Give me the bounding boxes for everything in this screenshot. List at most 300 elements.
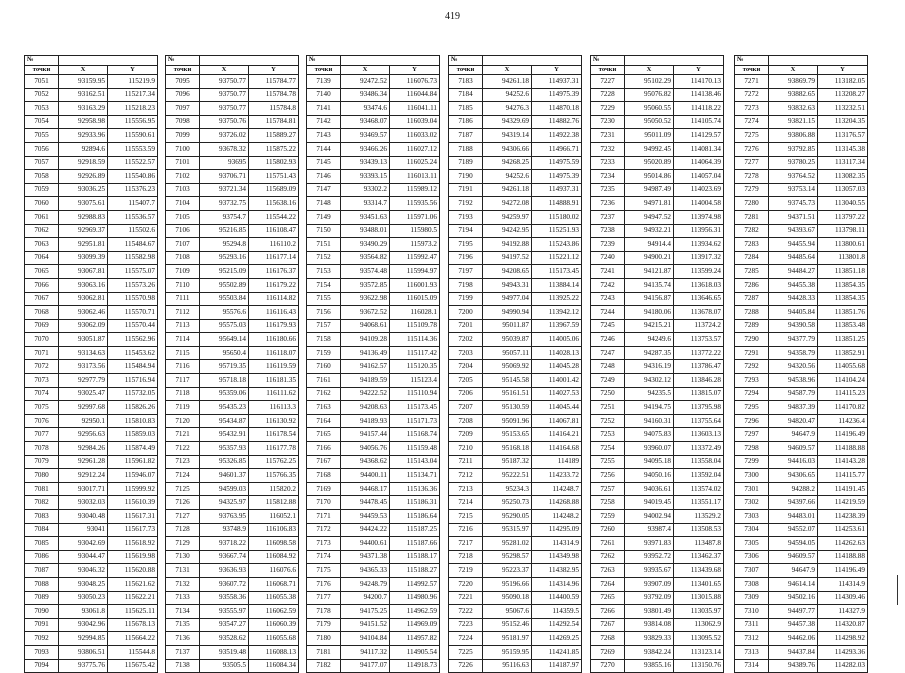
y-coordinate: 113967.59 — [532, 319, 582, 333]
y-coordinate: 115582.98 — [108, 251, 158, 265]
y-coordinate: 115678.13 — [108, 618, 158, 632]
point-number: 7089 — [25, 591, 59, 605]
point-number: 7059 — [25, 183, 59, 197]
point-number: 7173 — [307, 537, 341, 551]
header-x: X — [625, 66, 674, 75]
table-row — [449, 156, 582, 170]
point-number: 7186 — [449, 115, 483, 129]
point-number: 7100 — [166, 142, 200, 156]
table-row — [449, 442, 582, 456]
x-coordinate: 93754.7 — [200, 210, 249, 224]
table-row — [25, 469, 158, 483]
point-number: 7055 — [25, 129, 59, 143]
x-coordinate: 93505.5 — [200, 659, 249, 673]
x-coordinate: 94329.69 — [483, 115, 532, 129]
y-coordinate: 114253.61 — [818, 523, 868, 537]
table-row — [591, 510, 724, 524]
x-coordinate: 93745.73 — [769, 197, 818, 211]
point-number: 7201 — [449, 319, 483, 333]
x-coordinate: 94242.95 — [483, 224, 532, 238]
point-number: 7175 — [307, 564, 341, 578]
point-number: 7241 — [591, 265, 625, 279]
point-number: 7215 — [449, 510, 483, 524]
table-row — [307, 197, 440, 211]
table-row — [591, 306, 724, 320]
table-row — [449, 577, 582, 591]
x-coordinate: 93046.32 — [59, 564, 108, 578]
header-number-sign: № — [25, 56, 59, 66]
point-number: 7194 — [449, 224, 483, 238]
y-coordinate: 114309.46 — [818, 591, 868, 605]
y-coordinate: 114292.54 — [532, 618, 582, 632]
x-coordinate: 92977.79 — [59, 374, 108, 388]
y-coordinate: 113846.28 — [674, 374, 724, 388]
table-row — [449, 306, 582, 320]
table-row — [307, 645, 440, 659]
table-row — [735, 550, 868, 564]
y-coordinate: 116118.07 — [249, 346, 299, 360]
point-number: 7142 — [307, 115, 341, 129]
table-row — [449, 550, 582, 564]
x-coordinate: 93439.13 — [341, 156, 390, 170]
table-row — [735, 292, 868, 306]
y-coordinate: 113182.05 — [818, 75, 868, 89]
table-row — [449, 374, 582, 388]
x-coordinate: 92918.59 — [59, 156, 108, 170]
point-number: 7214 — [449, 496, 483, 510]
x-coordinate: 93048.25 — [59, 577, 108, 591]
x-coordinate: 94002.94 — [625, 510, 674, 524]
y-coordinate: 116178.54 — [249, 428, 299, 442]
table-row — [449, 265, 582, 279]
point-number: 7113 — [166, 319, 200, 333]
x-coordinate: 93882.65 — [769, 88, 818, 102]
x-coordinate: 93134.63 — [59, 346, 108, 360]
table-row — [591, 550, 724, 564]
y-coordinate: 113117.34 — [818, 156, 868, 170]
point-number: 7205 — [449, 374, 483, 388]
point-number: 7084 — [25, 523, 59, 537]
y-coordinate: 114115.23 — [818, 387, 868, 401]
point-number: 7216 — [449, 523, 483, 537]
table-row — [166, 645, 299, 659]
table-row — [166, 428, 299, 442]
point-number: 7082 — [25, 496, 59, 510]
x-coordinate: 94914.4 — [625, 238, 674, 252]
y-coordinate: 116088.13 — [249, 645, 299, 659]
table-row — [25, 387, 158, 401]
point-number: 7145 — [307, 156, 341, 170]
x-coordinate: 93032.03 — [59, 496, 108, 510]
point-number: 7187 — [449, 129, 483, 143]
x-coordinate: 93451.63 — [341, 210, 390, 224]
y-coordinate: 113057.03 — [818, 183, 868, 197]
x-coordinate: 94151.52 — [341, 618, 390, 632]
x-coordinate: 93869.79 — [769, 75, 818, 89]
x-coordinate: 94900.21 — [625, 251, 674, 265]
table-row — [591, 129, 724, 143]
point-number: 7265 — [591, 591, 625, 605]
y-coordinate: 115180.02 — [532, 210, 582, 224]
point-number: 7086 — [25, 550, 59, 564]
x-coordinate: 94990.94 — [483, 306, 532, 320]
point-number: 7098 — [166, 115, 200, 129]
y-coordinate: 114975.59 — [532, 156, 582, 170]
y-coordinate: 116068.71 — [249, 577, 299, 591]
x-coordinate: 94208.63 — [341, 401, 390, 415]
x-coordinate: 94180.06 — [625, 306, 674, 320]
header-blank — [59, 56, 158, 66]
y-coordinate: 114314.9 — [532, 537, 582, 551]
x-coordinate: 94609.57 — [769, 550, 818, 564]
point-number: 7125 — [166, 482, 200, 496]
x-coordinate: 93750.77 — [200, 102, 249, 116]
y-coordinate: 113082.35 — [818, 170, 868, 184]
table-row — [591, 278, 724, 292]
table-row — [449, 401, 582, 415]
x-coordinate: 95298.57 — [483, 550, 532, 564]
y-coordinate: 113795.98 — [674, 401, 724, 415]
x-coordinate: 93159.95 — [59, 75, 108, 89]
table-row — [591, 401, 724, 415]
x-coordinate: 92950.1 — [59, 414, 108, 428]
y-coordinate: 114115.77 — [818, 469, 868, 483]
point-number: 7066 — [25, 278, 59, 292]
point-number: 7272 — [735, 88, 769, 102]
x-coordinate: 95223.37 — [483, 564, 532, 578]
y-coordinate: 115187.66 — [390, 537, 440, 551]
table-row — [449, 129, 582, 143]
point-number: 7255 — [591, 455, 625, 469]
point-number: 7060 — [25, 197, 59, 211]
x-coordinate: 95435.23 — [200, 401, 249, 415]
y-coordinate: 115617.31 — [108, 510, 158, 524]
x-coordinate: 94393.67 — [769, 224, 818, 238]
y-coordinate: 115989.12 — [390, 183, 440, 197]
y-coordinate: 116055.38 — [249, 591, 299, 605]
table-row — [166, 510, 299, 524]
header-point: точки — [449, 66, 483, 75]
point-number: 7074 — [25, 387, 59, 401]
x-coordinate: 93314.7 — [341, 197, 390, 211]
point-number: 7072 — [25, 360, 59, 374]
point-number: 7158 — [307, 333, 341, 347]
y-coordinate: 115544.22 — [249, 210, 299, 224]
point-number: 7164 — [307, 414, 341, 428]
x-coordinate: 94261.18 — [483, 183, 532, 197]
y-coordinate: 113800.61 — [818, 238, 868, 252]
x-coordinate: 94943.31 — [483, 278, 532, 292]
x-coordinate: 93792.09 — [625, 591, 674, 605]
y-coordinate: 116039.04 — [390, 115, 440, 129]
x-coordinate: 95011.09 — [625, 129, 674, 143]
point-number: 7061 — [25, 210, 59, 224]
point-number: 7279 — [735, 183, 769, 197]
point-number: 7172 — [307, 523, 341, 537]
point-number: 7065 — [25, 265, 59, 279]
table-row — [166, 102, 299, 116]
table-row — [166, 306, 299, 320]
y-coordinate: 115188.27 — [390, 564, 440, 578]
x-coordinate: 94483.01 — [769, 510, 818, 524]
point-number: 7108 — [166, 251, 200, 265]
x-coordinate: 93474.6 — [341, 102, 390, 116]
table-row — [735, 387, 868, 401]
y-coordinate: 113150.76 — [674, 659, 724, 673]
point-number: 7167 — [307, 455, 341, 469]
y-coordinate: 113592.04 — [674, 469, 724, 483]
y-coordinate: 113724.2 — [674, 319, 724, 333]
point-number: 7182 — [307, 659, 341, 673]
y-coordinate: 114937.31 — [532, 75, 582, 89]
y-coordinate: 115217.34 — [108, 88, 158, 102]
x-coordinate: 93750.77 — [200, 75, 249, 89]
x-coordinate: 94552.07 — [769, 523, 818, 537]
table-row — [25, 197, 158, 211]
table-row — [735, 306, 868, 320]
point-number: 7156 — [307, 306, 341, 320]
y-coordinate: 114359.5 — [532, 605, 582, 619]
y-coordinate: 114164.21 — [532, 428, 582, 442]
point-number: 7139 — [307, 75, 341, 89]
y-coordinate: 113603.13 — [674, 428, 724, 442]
y-coordinate: 115573.26 — [108, 278, 158, 292]
point-number: 7114 — [166, 333, 200, 347]
table-row — [591, 414, 724, 428]
table-row — [735, 115, 868, 129]
point-number: 7269 — [591, 645, 625, 659]
y-coordinate: 114269.25 — [532, 632, 582, 646]
x-coordinate: 95290.05 — [483, 510, 532, 524]
y-coordinate: 115570.98 — [108, 292, 158, 306]
x-coordinate: 95576.6 — [200, 306, 249, 320]
table-row — [307, 523, 440, 537]
x-coordinate: 94400.61 — [341, 537, 390, 551]
x-coordinate: 93490.29 — [341, 238, 390, 252]
table-row — [166, 659, 299, 673]
point-number: 7077 — [25, 428, 59, 442]
y-coordinate: 115802.93 — [249, 156, 299, 170]
y-coordinate: 115622.21 — [108, 591, 158, 605]
point-number: 7223 — [449, 618, 483, 632]
x-coordinate: 94365.33 — [341, 564, 390, 578]
table-row — [166, 115, 299, 129]
point-number: 7286 — [735, 278, 769, 292]
x-coordinate: 95168.18 — [483, 442, 532, 456]
x-coordinate: 95294.8 — [200, 238, 249, 252]
point-number: 7247 — [591, 346, 625, 360]
y-coordinate: 114045.44 — [532, 401, 582, 415]
x-coordinate: 94050.16 — [625, 469, 674, 483]
y-coordinate: 113884.14 — [532, 278, 582, 292]
y-coordinate: 114957.82 — [390, 632, 440, 646]
x-coordinate: 94424.22 — [341, 523, 390, 537]
table-row — [25, 374, 158, 388]
y-coordinate: 114922.38 — [532, 129, 582, 143]
table-row — [591, 75, 724, 89]
y-coordinate: 114170.13 — [674, 75, 724, 89]
x-coordinate: 95152.46 — [483, 618, 532, 632]
y-coordinate: 115453.62 — [108, 346, 158, 360]
point-number: 7144 — [307, 142, 341, 156]
table-row — [591, 346, 724, 360]
point-number: 7285 — [735, 265, 769, 279]
point-number: 7135 — [166, 618, 200, 632]
x-coordinate: 93607.72 — [200, 577, 249, 591]
y-coordinate: 113851.18 — [818, 265, 868, 279]
x-coordinate: 92912.24 — [59, 469, 108, 483]
point-number: 7057 — [25, 156, 59, 170]
y-coordinate: 115218.23 — [108, 102, 158, 116]
y-coordinate: 114004.58 — [674, 197, 724, 211]
x-coordinate: 95020.89 — [625, 156, 674, 170]
x-coordinate: 94200.7 — [341, 591, 390, 605]
table-row — [591, 265, 724, 279]
y-coordinate: 115544.8 — [108, 645, 158, 659]
y-coordinate: 114241.85 — [532, 645, 582, 659]
point-number: 7238 — [591, 224, 625, 238]
table-row — [166, 537, 299, 551]
y-coordinate: 115376.23 — [108, 183, 158, 197]
table-row — [166, 292, 299, 306]
table-row — [449, 414, 582, 428]
x-coordinate: 94485.64 — [769, 251, 818, 265]
x-coordinate: 93971.83 — [625, 537, 674, 551]
x-coordinate: 92969.37 — [59, 224, 108, 238]
x-coordinate: 93622.98 — [341, 292, 390, 306]
x-coordinate: 93099.39 — [59, 251, 108, 265]
x-coordinate: 93952.72 — [625, 550, 674, 564]
point-number: 7306 — [735, 550, 769, 564]
point-number: 7300 — [735, 469, 769, 483]
x-coordinate: 94276.3 — [483, 102, 532, 116]
point-number: 7264 — [591, 577, 625, 591]
point-number: 7179 — [307, 618, 341, 632]
y-coordinate: 115689.09 — [249, 183, 299, 197]
table-row — [307, 428, 440, 442]
table-row — [307, 333, 440, 347]
y-coordinate: 113753.57 — [674, 333, 724, 347]
point-number: 7176 — [307, 577, 341, 591]
table-row — [591, 251, 724, 265]
point-number: 7099 — [166, 129, 200, 143]
x-coordinate: 94189.59 — [341, 374, 390, 388]
table-row — [166, 129, 299, 143]
x-coordinate: 95502.89 — [200, 278, 249, 292]
x-coordinate: 94135.74 — [625, 278, 674, 292]
table-row — [166, 238, 299, 252]
y-coordinate: 114298.92 — [818, 632, 868, 646]
table-row — [25, 659, 158, 673]
y-coordinate: 115243.86 — [532, 238, 582, 252]
table-row — [166, 414, 299, 428]
y-coordinate: 113062.9 — [674, 618, 724, 632]
header-x: X — [769, 66, 818, 75]
x-coordinate: 94249.6 — [625, 333, 674, 347]
point-number: 7310 — [735, 605, 769, 619]
y-coordinate: 115619.98 — [108, 550, 158, 564]
x-coordinate: 94268.25 — [483, 156, 532, 170]
table-row — [166, 170, 299, 184]
y-coordinate: 114962.59 — [390, 605, 440, 619]
y-coordinate: 113551.17 — [674, 496, 724, 510]
header-y: Y — [674, 66, 724, 75]
x-coordinate: 93302.2 — [341, 183, 390, 197]
table-row — [735, 238, 868, 252]
x-coordinate: 95130.59 — [483, 401, 532, 415]
table-row — [449, 224, 582, 238]
y-coordinate: 114975.39 — [532, 170, 582, 184]
header-x: X — [341, 66, 390, 75]
header-number-sign: № — [166, 56, 200, 66]
point-number: 7293 — [735, 374, 769, 388]
table-row — [735, 414, 868, 428]
x-coordinate: 93041 — [59, 523, 108, 537]
table-row — [591, 577, 724, 591]
point-number: 7233 — [591, 156, 625, 170]
y-coordinate: 115826.26 — [108, 401, 158, 415]
y-coordinate: 116179.22 — [249, 278, 299, 292]
y-coordinate: 115716.94 — [108, 374, 158, 388]
table-row — [449, 618, 582, 632]
y-coordinate: 114320.87 — [818, 618, 868, 632]
point-number: 7119 — [166, 401, 200, 415]
y-coordinate: 114057.04 — [674, 170, 724, 184]
y-coordinate: 113232.51 — [818, 102, 868, 116]
y-coordinate: 113462.37 — [674, 550, 724, 564]
table-row — [25, 605, 158, 619]
table-row — [591, 523, 724, 537]
point-number: 7249 — [591, 374, 625, 388]
table-row — [591, 374, 724, 388]
table-row — [449, 645, 582, 659]
table-row — [25, 482, 158, 496]
x-coordinate: 93814.08 — [625, 618, 674, 632]
table-row — [25, 537, 158, 551]
y-coordinate: 115562.96 — [108, 333, 158, 347]
point-number: 7263 — [591, 564, 625, 578]
x-coordinate: 94157.44 — [341, 428, 390, 442]
point-number: 7154 — [307, 278, 341, 292]
table-row — [25, 88, 158, 102]
y-coordinate: 114870.18 — [532, 102, 582, 116]
point-number: 7067 — [25, 292, 59, 306]
table-row — [25, 115, 158, 129]
y-coordinate: 114067.81 — [532, 414, 582, 428]
y-coordinate: 114196.49 — [818, 564, 868, 578]
y-coordinate: 113854.35 — [818, 292, 868, 306]
y-coordinate: 114170.82 — [818, 401, 868, 415]
table-row — [735, 469, 868, 483]
point-number: 7133 — [166, 591, 200, 605]
x-coordinate: 94368.62 — [341, 455, 390, 469]
table-row — [25, 496, 158, 510]
y-coordinate: 114188.88 — [818, 442, 868, 456]
point-number: 7132 — [166, 577, 200, 591]
point-number: 7296 — [735, 414, 769, 428]
table-row — [166, 469, 299, 483]
y-coordinate: 113854.35 — [818, 278, 868, 292]
y-coordinate: 115859.03 — [108, 428, 158, 442]
point-number: 7107 — [166, 238, 200, 252]
table-row — [307, 564, 440, 578]
point-number: 7235 — [591, 183, 625, 197]
x-coordinate: 94455.38 — [769, 278, 818, 292]
point-number: 7109 — [166, 265, 200, 279]
y-coordinate: 113851.76 — [818, 306, 868, 320]
x-coordinate: 94601.37 — [200, 469, 249, 483]
point-number: 7240 — [591, 251, 625, 265]
